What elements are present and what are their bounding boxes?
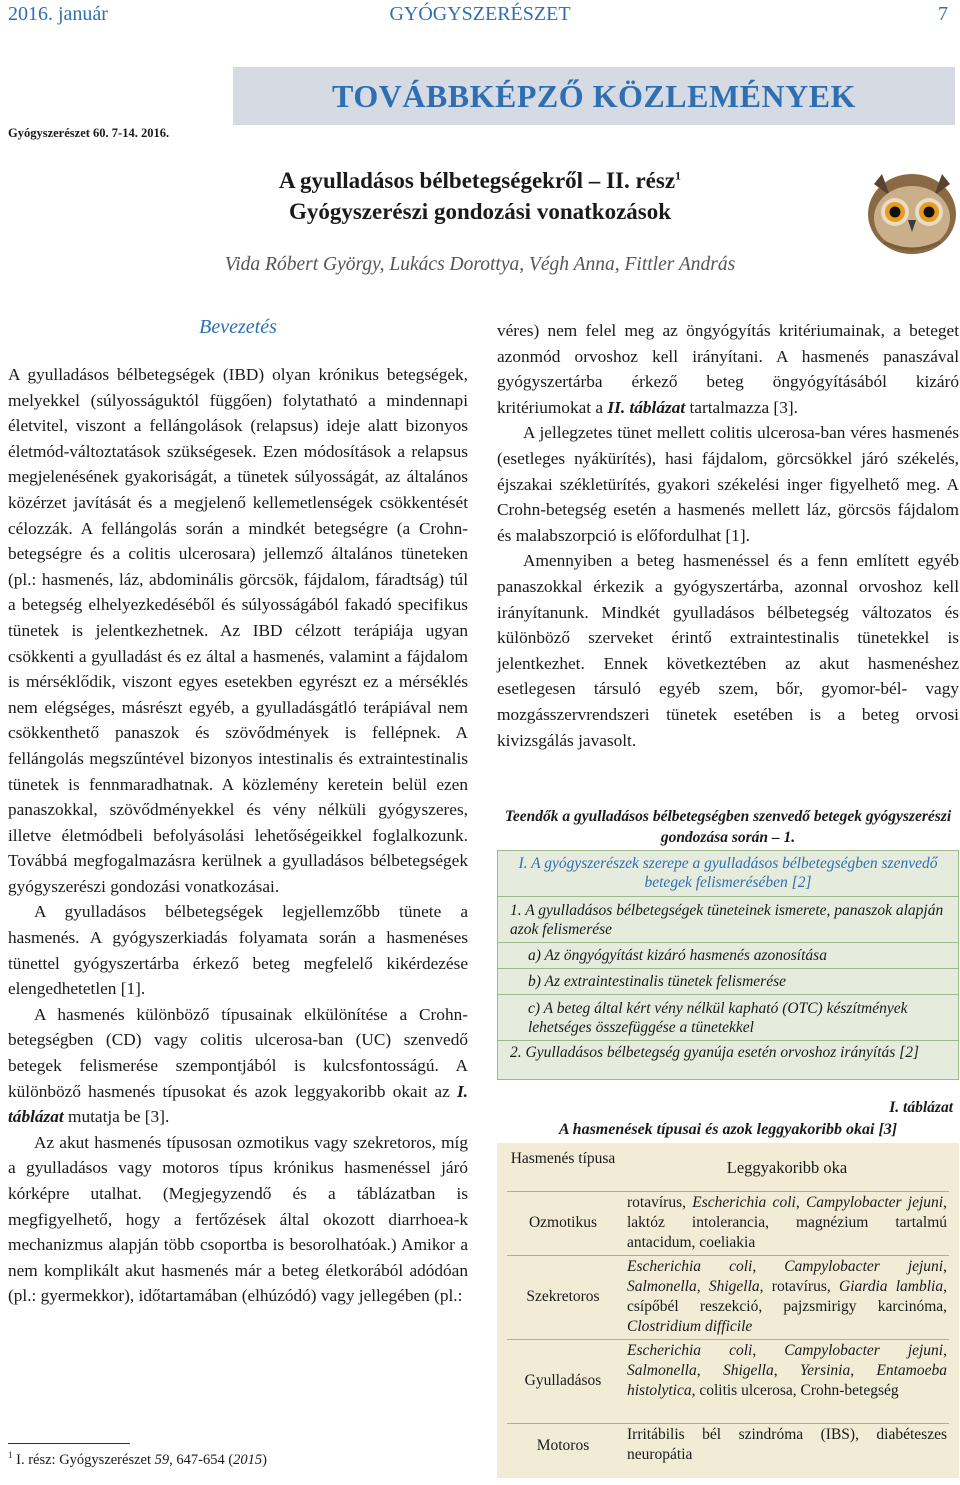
table-reference: II. táblázat (607, 397, 686, 417)
box-item: c) A beteg által kért vény nélkül kapható (OTC) készítmények lehetséges összefüggése a tünetekkel (498, 994, 958, 1041)
paragraph: Az akut hasmenés típusosan ozmotikus vagy szekretoros, míg a gyulladásos vagy motoros típus krónikus hasmenéssel járó kórképre utalhat. (Megjegyzendő és a táblázatban is megfigyelhető, hogy a fertőzések által okozott diarrhoea-k mechanizmus alapján több csoportba is besorolhatóak.) Amikor a nem komplikált akut hasmenés már a beteg életkorából adódóan (pl.: gyermekkor), időtartamában (elhúzódó) vagy jellegében (pl.: (8, 1132, 468, 1306)
paragraph: A gyulladásos bélbetegségek (IBD) olyan krónikus betegségek, melyekkel (súlyosságuktól függően) folytatható a mindennapi életvitel, viszont a fellángolások (relapsus) ideje alatt bizonyos életmód-változtatások szükségesek. Ezen módosítások a relapsus megjelenésének gyakoriságát, a tünetek súlyosságát, az általános közérzet javítását és a megjelenő kellemetlenségek csökkentését célozzák. A fellángolás során a mindkét betegségre (a Crohn-betegségre és a colitis ulcerosara) jellemző általános tüneteken (pl.: hasmenés, láz, abdominális görcsök, fájdalom, fáradtság) túl a betegség elhelyezkedéséből és súlyosságából fakadó specifikus tünetek is jelentkezhetnek. Az IBD célzott terápiája ugyan csökkenti a gyulladást és ez által a hasmenés, valamint a fájdalom is mérséklődik, viszont egyes esetekben egyrészt ez a mérséklés nem elégséges, másrészt egyéb, a gyulladásgátló terápiával nem csökkenthető panaszok és szövődmények is fellépnek. A fellángolás megszűntével bizonyos intestinalis és extraintestinalis tünetek is fennmaradhatnak. A közlemény keretein belül ezen panaszokkal, szövődményekkel és vény nélküli gyógyszeres, illetve életmódbeli befolyásolási lehetőségeikkel foglalkozunk. Továbbá megfogalmazásra kerülnek a gyulladásos bélbetegségek gyógyszerészi gondozási vonatkozásai. (8, 365, 468, 896)
footnote: $^1$ I. rész: Gyógyszerészet 59, 647-654 (2015) (8, 1450, 268, 1468)
table-divider (507, 1255, 949, 1256)
table-label: I. táblázat (889, 1099, 953, 1116)
box-item: 1. A gyulladásos bélbetegségek tüneteinek ismerete, panaszok alapján azok felismerése (498, 896, 958, 943)
paragraph: A jellegzetes tünet mellett colitis ulcerosa-ban véres hasmenés (esetleges nyákürítés), hasi fájdalom, görcsökkel járó székelés, éjszakai székletürítés, gyakori székelési inger figyelhető meg. A Crohn-betegség esetén a hasmenés mellett láz, görcsös fájdalom és malabszorpció is előfordulhat [1]. (497, 423, 959, 545)
section-heading: Bevezetés (199, 316, 277, 338)
table-divider (507, 1191, 949, 1192)
left-column (8, 362, 468, 1309)
paragraph: Amennyiben a beteg hasmenéssel és a fenn említett egyéb panaszokkal érkezik a gyógyszertárba, azonnal orvoshoz kell irányítanunk. Mindkét gyulladásos bélbetegség változatos és különböző szerveket érintő extraintestinalis tünetekkel is jelentkezhet. Ennek következtében az akut hasmenéshez esetlegesen társuló egyéb szem, bőr, gyomor-bél- vagy mozgásszervrendszeri tünetek esetében is a beteg orvosi kivizsgálás javasolt. (497, 551, 959, 750)
page-number: 7 (938, 3, 948, 25)
box-item: b) Az extraintestinalis tünetek felismerése (498, 968, 958, 995)
citation: Gyógyszerészet 60. 7-14. 2016. (8, 126, 170, 140)
paragraph: A hasmenés különböző típusainak elkülönítése a Crohn-betegségben (CD) vagy colitis ulcerosa-ban (UC) szenvedő betegek felismerése szempontjából is kulcsfontosságú. A különböző hasmenés típusokat és azok leggyakoribb okait az I. táblázat mutatja be [3]. (8, 1004, 468, 1127)
care-tasks-box (497, 850, 959, 1080)
table-cell-cause: Escherichia coli, Campylobacter jejuni, Salmonella, Shigella, Yersinia, Entamoeba histolytica, colitis ulcerosa, Crohn-betegség (627, 1342, 947, 1399)
issue-date: 2016. január (8, 3, 108, 25)
table-cell-cause: Escherichia coli, Campylobacter jejuni, Salmonella, Shigella, rotavírus, Giardia lamblia, csípőbél reszekció, pajzsmirigy karcinóma, Clostridium difficile (627, 1258, 947, 1335)
paragraph: véres) nem felel meg az öngyógyítás kritériumainak, a beteget azonmód orvoshoz kell irányítani. A hasmenés panaszával gyógyszertárba érkező beteg öngyógyításából kizáró kritériumokat a II. táblázat tartalmazza [3]. (497, 321, 959, 417)
diarrhea-table (497, 1143, 959, 1478)
box-item: a) Az öngyógyítást kizáró hasmenés azonosítása (498, 942, 958, 969)
paragraph: A gyulladásos bélbetegségek legjellemzőbb tünete a hasmenés. A gyógyszerkiadás folyamata során a hasmenéses tünettel gyógyszertárba érkező beteg megfelelő kikérdezése elengedhetetlen [1]. (8, 902, 468, 999)
journal-name: GYÓGYSZERÉSZET (389, 3, 571, 25)
table-cell-cause: rotavírus, Escherichia coli, Campylobacter jejuni, laktóz intolerancia, magnézium tartalmú antacidum, coeliakia (627, 1194, 947, 1251)
section-banner: TOVÁBBKÉPZŐ KÖZLEMÉNYEK (233, 67, 955, 125)
table-divider (507, 1423, 949, 1424)
table-title: A hasmenések típusai és azok leggyakoribb okai [3] (558, 1121, 898, 1138)
footnote-divider (8, 1443, 130, 1444)
box-item: 2. Gyulladásos bélbetegség gyanúja esetén orvoshoz irányítás [2] (498, 1040, 958, 1082)
table-divider (507, 1339, 949, 1340)
page-header (8, 3, 952, 29)
owl-logo-icon (864, 162, 960, 258)
table-header-type: Hasmenés típusa (510, 1150, 616, 1167)
authors: Vida Róbert György, Lukács Dorottya, Végh Anna, Fittler András (224, 254, 736, 275)
box-header: I. A gyógyszerészek szerepe a gyulladásos bélbetegségben szenvedő betegek felismerésében [2] (518, 855, 938, 891)
table-cell-type: Ozmotikus (528, 1214, 598, 1231)
right-column (497, 318, 959, 753)
table-cell-cause: Irritábilis bél szindróma (IBS), diabéteszes neuropátia (627, 1426, 947, 1463)
table-reference: I. táblázat (8, 1081, 468, 1127)
article-subtitle: Gyógyszerészi gondozási vonatkozások (288, 199, 672, 224)
article-title: A gyulladásos bélbetegségekről – II. rész$^1$ (278, 168, 682, 193)
table-header-cause: Leggyakoribb oka (726, 1158, 848, 1177)
table-cell-type: Gyulladásos (524, 1372, 602, 1389)
box-caption: Teendők a gyulladásos bélbetegségben szenvedő betegek gyógyszerészi gondozása során – 1. (504, 808, 952, 846)
table-cell-type: Motoros (536, 1437, 590, 1454)
table-cell-type: Szekretoros (526, 1288, 600, 1305)
